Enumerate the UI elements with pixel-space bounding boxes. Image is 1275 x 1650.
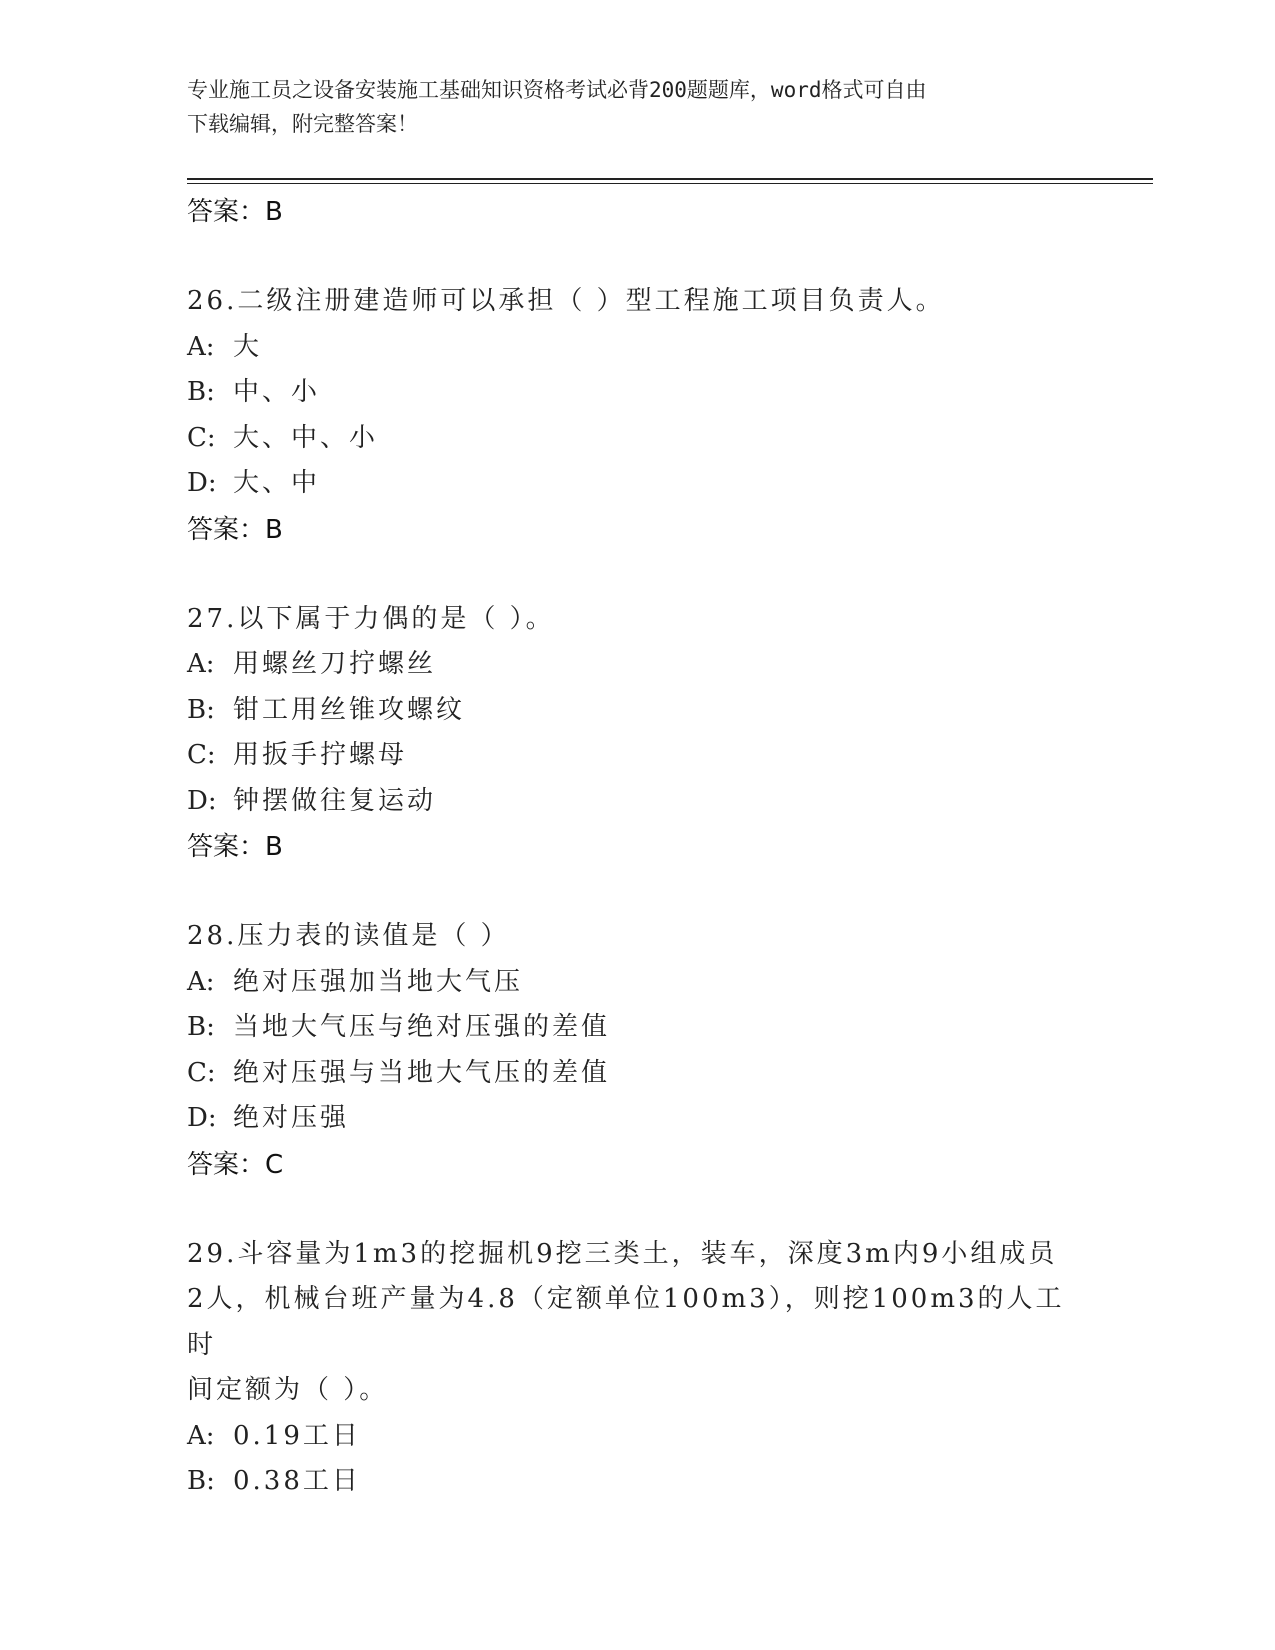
option-b [187,1459,1087,1505]
option-text: 绝对压强加当地大气压 [233,966,524,997]
option-text: 大 [233,331,263,362]
question-text-line: 2人，机械台班产量为4.8（定额单位100m3），则挖100m3的人工时 [187,1284,1065,1360]
option-text: 钳工用丝锥攻螺纹 [233,694,466,725]
option-label: A: [187,649,215,679]
option-label: A: [187,1420,215,1451]
option-label: C: [187,422,216,453]
option-b [187,1005,1087,1051]
spacer [187,870,1087,914]
answer-line: 答案：B [187,197,283,227]
option-label: B: [187,694,215,725]
option-text: 大、中、小 [233,422,379,453]
option-c [187,733,1087,779]
question-block [187,597,1087,871]
spacer [187,1188,1087,1232]
option-label: A: [187,331,215,362]
option-a [187,1414,1087,1460]
option-a [187,642,1087,688]
question-list [187,189,1087,1505]
option-d [187,461,1087,507]
question-text: 26.二级注册建造师可以承担（ ）型工程施工项目负责人。 [187,286,945,316]
question-text-line: 29.斗容量为1m3的挖掘机9挖三类土，装车，深度3m内9小组成员 [187,1238,1058,1269]
option-label: B: [187,377,215,407]
question-text: 27.以下属于力偶的是（ ）。 [187,603,555,634]
option-label: C: [187,740,216,770]
header-rule-thick [187,178,1153,180]
header-rule-thin [187,183,1153,184]
header-line-1: 专业施工员之设备安装施工基础知识资格考试必背200题题库，word格式可自由 [187,78,927,102]
option-b [187,370,1087,416]
header-line-2: 下载编辑，附完整答案！ [187,112,418,136]
option-a [187,325,1087,371]
option-a [187,960,1087,1006]
option-text: 0.19工日 [233,1420,361,1451]
option-c [187,416,1087,462]
option-text: 用扳手拧螺母 [233,740,408,770]
option-text: 当地大气压与绝对压强的差值 [233,1012,611,1042]
option-label: D: [187,1103,217,1133]
document-header [187,73,1067,141]
question-block [187,914,1087,1188]
question-block [187,279,1087,553]
question-block [187,1232,1087,1505]
option-label: D: [187,785,217,816]
option-label: B: [187,1012,215,1042]
answer-line: 答案：B [187,832,283,862]
option-d [187,1096,1087,1142]
option-text: 绝对压强 [233,1103,350,1133]
option-c [187,1051,1087,1097]
question-text-line: 间定额为（ ）。 [187,1375,389,1405]
answer-line: 答案：B [187,514,283,545]
spacer [187,553,1087,597]
spacer [187,235,1087,279]
option-b [187,688,1087,734]
question-text: 28.压力表的读值是（ ） [187,921,510,951]
option-text: 大、中 [233,468,321,498]
option-label: A: [187,966,215,997]
option-label: D: [187,468,217,498]
option-label: B: [187,1466,215,1496]
option-text: 钟摆做往复运动 [233,785,437,816]
option-label: C: [187,1057,216,1088]
option-d [187,779,1087,825]
option-text: 用螺丝刀拧螺丝 [233,649,437,679]
option-text: 0.38工日 [233,1466,361,1496]
option-text: 中、小 [233,377,321,407]
option-text: 绝对压强与当地大气压的差值 [233,1057,611,1088]
answer-line: 答案：C [187,1149,284,1180]
